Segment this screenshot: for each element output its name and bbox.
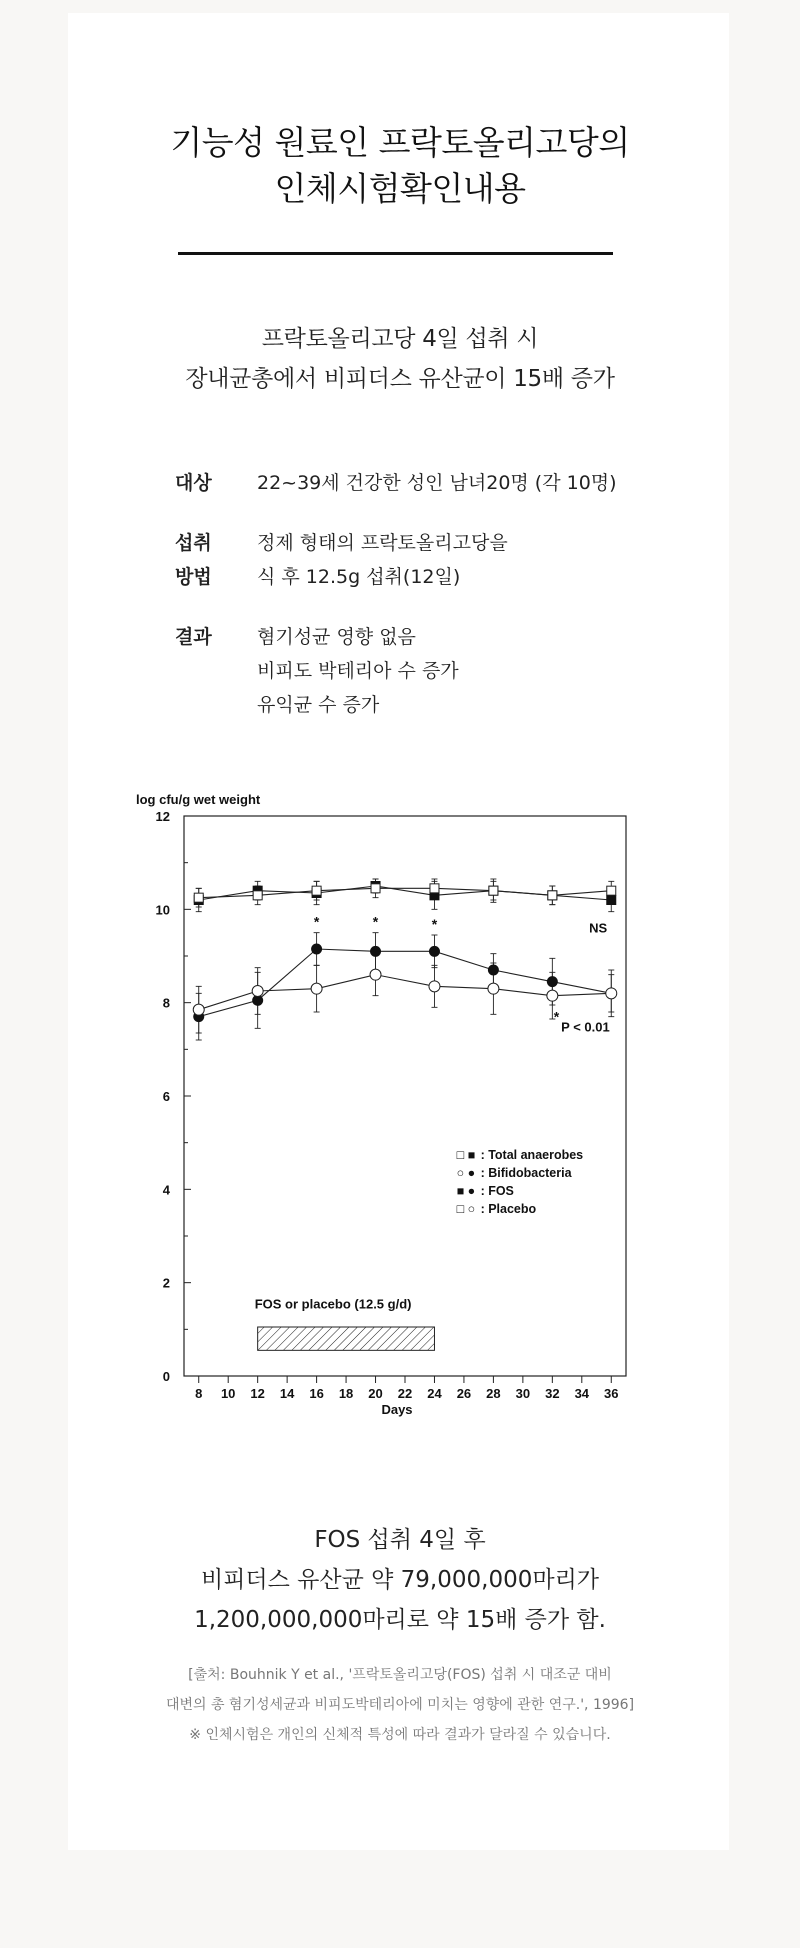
data-point-circle-open xyxy=(606,988,617,999)
x-tick-label: 34 xyxy=(574,1386,590,1401)
x-tick-label: 14 xyxy=(279,1386,295,1401)
data-point-square-open xyxy=(194,893,203,902)
result-value-3: 유익균 수 증가 xyxy=(257,694,380,716)
method-label xyxy=(175,526,235,594)
y-tick-label: 2 xyxy=(162,1275,170,1291)
result-line-2: 비피더스 유산균 약 79,000,000마리가 xyxy=(200,1567,600,1593)
x-axis-label: Days xyxy=(381,1402,413,1417)
result-line-3: 1,200,000,000마리로 약 15배 증가 함. xyxy=(194,1607,606,1633)
treatment-band xyxy=(258,1327,435,1350)
title-divider xyxy=(178,252,613,255)
source-line-1: [출처: Bouhnik Y et al., '프락토올리고당(FOS) 섭취 시 대조군 대비 xyxy=(188,1667,612,1683)
result-summary xyxy=(0,1520,800,1640)
result-value-1: 혐기성균 영향 없음 xyxy=(257,626,416,648)
legend-label: : Placebo xyxy=(480,1202,537,1216)
data-point-circle-filled xyxy=(429,946,440,957)
data-point-circle-open xyxy=(252,986,263,997)
x-tick-label: 36 xyxy=(604,1386,619,1401)
significance-asterisk: * xyxy=(431,916,438,932)
x-tick-label: 12 xyxy=(250,1386,265,1401)
result-label: 결과 xyxy=(175,626,212,648)
subtitle-line-2: 장내균총에서 비피더스 유산균이 15배 증가 xyxy=(185,366,615,392)
data-point-square-filled xyxy=(606,895,616,905)
data-point-square-open xyxy=(489,886,498,895)
data-point-square-open xyxy=(312,886,321,895)
y-tick-label: 4 xyxy=(162,1182,170,1198)
data-point-square-open xyxy=(430,884,439,893)
data-point-square-open xyxy=(253,891,262,900)
subtitle-line-1: 프락토올리고당 4일 섭취 시 xyxy=(261,326,539,352)
significance-asterisk: * xyxy=(372,913,379,930)
subject-label: 대상 xyxy=(175,472,212,494)
data-point-circle-filled xyxy=(488,965,499,976)
legend-label: : Bifidobacteria xyxy=(480,1166,572,1180)
data-point-circle-filled xyxy=(311,944,322,955)
x-tick-label: 8 xyxy=(195,1386,203,1401)
data-point-circle-open xyxy=(429,981,440,992)
p-value-label: P < 0.01 xyxy=(561,1019,610,1035)
result-line-1: FOS 섭취 4일 후 xyxy=(314,1527,486,1553)
treatment-label: FOS or placebo (12.5 g/d) xyxy=(254,1296,412,1312)
x-tick-label: 18 xyxy=(338,1386,354,1401)
x-tick-label: 10 xyxy=(220,1386,236,1401)
data-point-circle-open xyxy=(488,983,499,994)
ns-label: NS xyxy=(589,920,608,936)
method-label-2: 방법 xyxy=(175,566,212,588)
data-point-square-open xyxy=(371,884,380,893)
title-line-1: 기능성 원료인 프락토올리고당의 xyxy=(170,123,630,162)
data-point-circle-filled xyxy=(370,946,381,957)
x-tick-label: 30 xyxy=(515,1386,531,1401)
y-axis-label: log cfu/g wet weight xyxy=(136,792,261,807)
page-title xyxy=(0,120,800,212)
legend-label: : Total anaerobes xyxy=(480,1148,584,1162)
method-value-1: 정제 형태의 프락토올리고당을 xyxy=(257,532,508,554)
source-note xyxy=(0,1660,800,1750)
legend-symbols: □ ■ xyxy=(456,1148,476,1162)
y-tick-label: 12 xyxy=(155,809,170,824)
data-point-circle-open xyxy=(547,990,558,1001)
source-line-2: 대변의 총 혐기성세균과 비피도박테리아에 미치는 영향에 관한 연구.', 1996] xyxy=(165,1697,635,1713)
significance-asterisk: * xyxy=(313,913,320,930)
y-tick-label: 10 xyxy=(155,902,170,918)
x-tick-label: 22 xyxy=(397,1386,413,1401)
legend-symbols: □ ○ xyxy=(456,1202,476,1216)
title-line-2: 인체시험확인내용 xyxy=(274,169,526,208)
method-value xyxy=(257,526,697,594)
p-value-asterisk: * xyxy=(553,1008,560,1025)
y-tick-label: 0 xyxy=(162,1369,170,1384)
legend-label: : FOS xyxy=(480,1184,514,1198)
subject-value: 22~39세 건강한 성인 남녀20명 (각 10명) xyxy=(257,472,617,494)
method-label-1: 섭취 xyxy=(175,532,212,554)
chart-svg xyxy=(128,784,648,1424)
x-tick-label: 16 xyxy=(309,1386,324,1401)
result-value-2: 비피도 박테리아 수 증가 xyxy=(257,660,459,682)
x-tick-label: 26 xyxy=(456,1386,472,1401)
data-point-square-open xyxy=(548,891,557,900)
method-value-2: 식 후 12.5g 섭취(12일) xyxy=(257,566,461,588)
legend-symbols: ○ ● xyxy=(456,1166,476,1180)
data-point-circle-filled xyxy=(547,976,558,987)
bifidobacteria-chart xyxy=(128,784,648,1424)
plot-frame xyxy=(184,816,626,1376)
x-tick-label: 32 xyxy=(545,1386,560,1401)
data-point-circle-open xyxy=(193,1004,204,1015)
data-point-circle-open xyxy=(370,969,381,980)
y-tick-label: 8 xyxy=(162,995,170,1011)
x-tick-label: 24 xyxy=(427,1386,442,1401)
data-point-square-open xyxy=(607,886,616,895)
data-point-circle-open xyxy=(311,983,322,994)
result-value xyxy=(257,620,697,722)
disclaimer: ※ 인체시험은 개인의 신체적 특성에 따라 결과가 달라질 수 있습니다. xyxy=(189,1727,611,1743)
subtitle xyxy=(0,319,800,399)
x-tick-label: 20 xyxy=(368,1386,383,1401)
x-tick-label: 28 xyxy=(486,1386,501,1401)
legend-symbols: ■ ● xyxy=(456,1184,476,1198)
y-tick-label: 6 xyxy=(162,1089,170,1104)
